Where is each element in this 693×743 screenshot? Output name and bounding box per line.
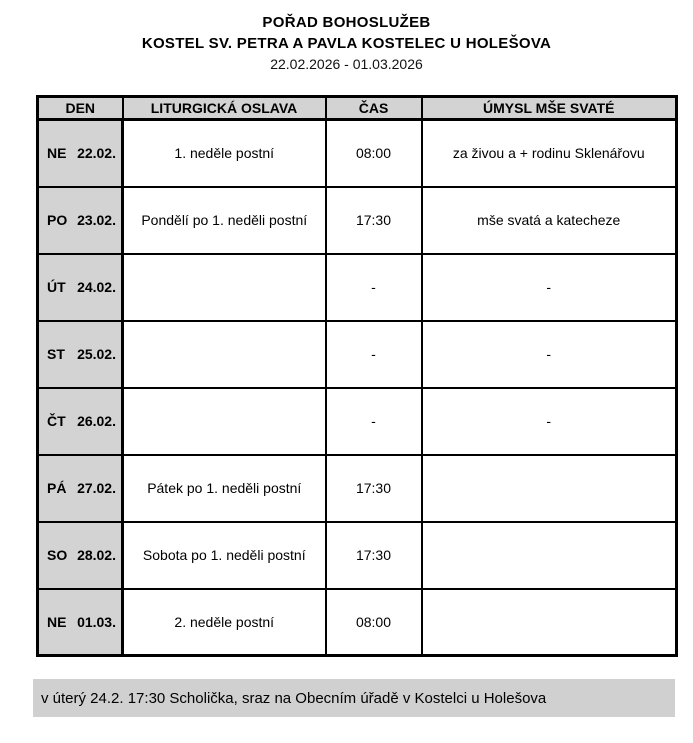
day-date: 22.02. bbox=[77, 145, 116, 162]
feast-cell bbox=[123, 254, 326, 321]
table-row bbox=[38, 321, 677, 388]
intention-cell bbox=[422, 522, 677, 589]
time-cell: 17:30 bbox=[326, 187, 422, 254]
day-cell bbox=[38, 187, 123, 254]
column-header-cas: ČAS bbox=[326, 97, 422, 120]
day-date: 28.02. bbox=[77, 547, 116, 563]
day-date: 24.02. bbox=[77, 279, 116, 295]
time-cell: - bbox=[326, 321, 422, 388]
day-cell bbox=[38, 321, 123, 388]
feast-cell: Pátek po 1. neděli postní bbox=[123, 455, 326, 522]
feast-cell: 1. neděle postní bbox=[123, 120, 326, 187]
day-abbrev: SO bbox=[47, 547, 68, 563]
day-abbrev: ČT bbox=[47, 413, 66, 429]
feast-cell bbox=[123, 388, 326, 455]
intention-cell: - bbox=[422, 254, 677, 321]
day-cell bbox=[38, 589, 123, 656]
day-abbrev: PÁ bbox=[47, 480, 67, 496]
table-row bbox=[38, 120, 677, 187]
day-abbrev: NE bbox=[47, 613, 67, 630]
time-cell: - bbox=[326, 254, 422, 321]
day-abbrev: PO bbox=[47, 212, 68, 228]
intention-cell bbox=[422, 589, 677, 656]
day-abbrev: ST bbox=[47, 346, 65, 362]
column-header-umysl: ÚMYSL MŠE SVATÉ bbox=[422, 97, 677, 120]
day-date: 27.02. bbox=[77, 480, 116, 496]
table-row bbox=[38, 254, 677, 321]
table-row bbox=[38, 455, 677, 522]
day-cell bbox=[38, 388, 123, 455]
feast-cell: Sobota po 1. neděli postní bbox=[123, 522, 326, 589]
table-header-row bbox=[38, 97, 677, 120]
feast-cell bbox=[123, 321, 326, 388]
day-date: 26.02. bbox=[77, 413, 116, 429]
intention-cell: mše svatá a katecheze bbox=[422, 187, 677, 254]
intention-cell bbox=[422, 455, 677, 522]
column-header-den: DEN bbox=[38, 97, 123, 120]
time-cell: - bbox=[326, 388, 422, 455]
feast-cell: Pondělí po 1. neděli postní bbox=[123, 187, 326, 254]
day-cell bbox=[38, 120, 123, 187]
day-date: 25.02. bbox=[77, 346, 116, 362]
day-cell bbox=[38, 455, 123, 522]
time-cell: 17:30 bbox=[326, 455, 422, 522]
day-cell bbox=[38, 522, 123, 589]
document-header bbox=[0, 0, 693, 74]
day-abbrev: ÚT bbox=[47, 279, 66, 295]
announcement-note: v úterý 24.2. 17:30 Scholička, sraz na Obecním úřadě v Kostelci u Holešova bbox=[41, 689, 547, 707]
column-header-oslava: LITURGICKÁ OSLAVA bbox=[123, 97, 326, 120]
feast-cell: 2. neděle postní bbox=[123, 589, 326, 656]
time-cell: 08:00 bbox=[326, 589, 422, 656]
table-row bbox=[38, 589, 677, 656]
announcement-bar bbox=[33, 679, 675, 717]
time-cell: 17:30 bbox=[326, 522, 422, 589]
day-date: 23.02. bbox=[77, 212, 116, 228]
table-row bbox=[38, 522, 677, 589]
table-row bbox=[38, 388, 677, 455]
church-name: KOSTEL SV. PETRA A PAVLA KOSTELEC U HOLEŠOVA bbox=[141, 35, 552, 52]
intention-cell: - bbox=[422, 321, 677, 388]
page-title: POŘAD BOHOSLUŽEB bbox=[262, 14, 431, 31]
date-range: 22.02.2026 - 01.03.2026 bbox=[270, 56, 423, 72]
day-date: 01.03. bbox=[77, 613, 116, 630]
schedule-table bbox=[36, 95, 678, 657]
day-cell bbox=[38, 254, 123, 321]
intention-cell: - bbox=[422, 388, 677, 455]
time-cell: 08:00 bbox=[326, 120, 422, 187]
intention-cell: za živou a + rodinu Sklenářovu bbox=[422, 120, 677, 187]
table-row bbox=[38, 187, 677, 254]
day-abbrev: NE bbox=[47, 145, 67, 162]
